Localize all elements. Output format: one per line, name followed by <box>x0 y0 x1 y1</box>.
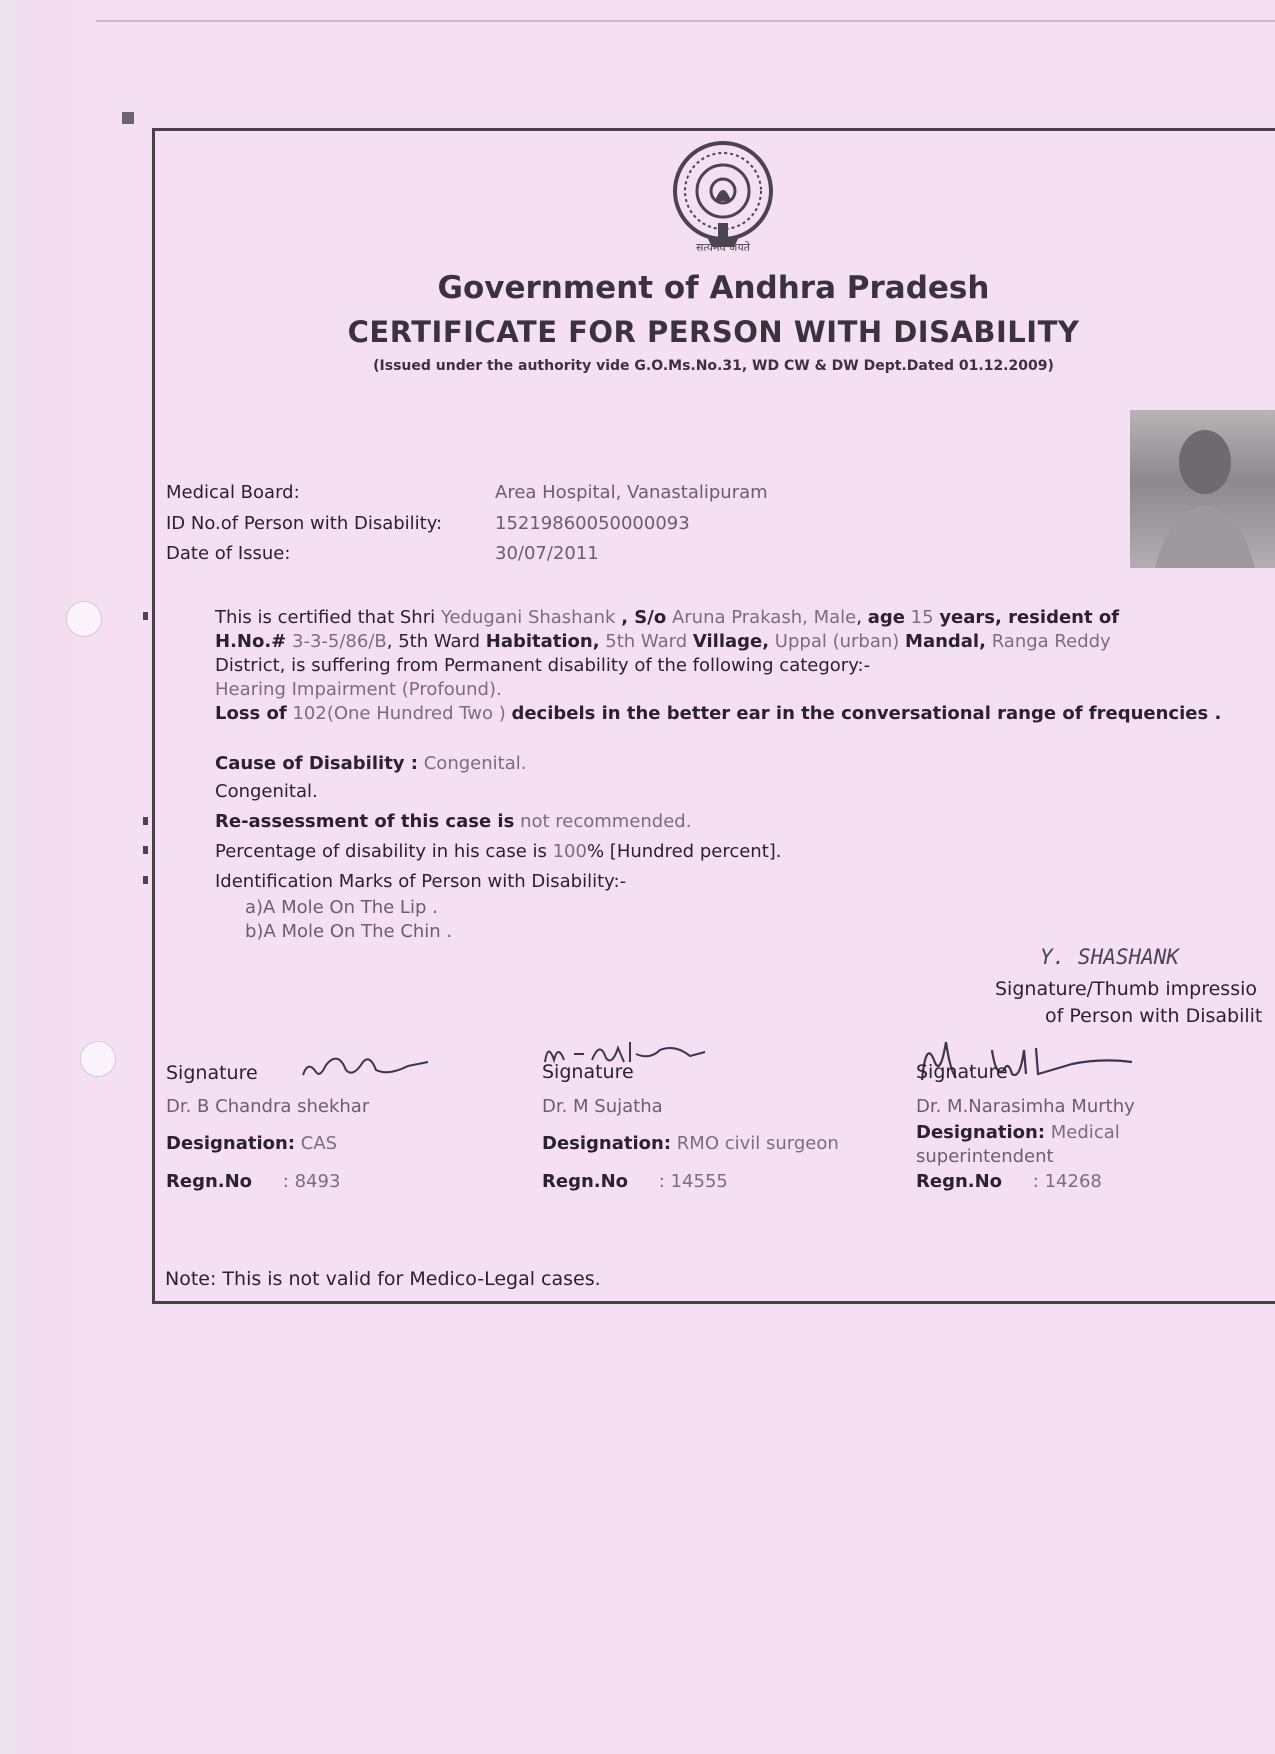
punch-hole <box>66 601 102 637</box>
date-of-issue-value: 30/07/2011 <box>495 543 599 564</box>
signature-scrawl <box>298 1040 438 1089</box>
house-number: 3-3-5/86/B <box>292 631 387 652</box>
designation-line: Designation: Medical <box>916 1122 1120 1143</box>
punch-hole <box>80 1041 116 1077</box>
regn-line: Regn.No : 14555 <box>542 1171 728 1192</box>
disability-id-value: 15219860050000093 <box>495 513 690 534</box>
date-of-issue-label: Date of Issue: <box>166 543 291 564</box>
emblem-motto: सत्यमेव जयते <box>695 241 750 254</box>
identification-marks-label: Identification Marks of Person with Disability:- <box>215 871 627 892</box>
government-title: Government of Andhra Pradesh <box>437 270 990 306</box>
margin-tick <box>143 612 148 620</box>
person-photo <box>1130 410 1275 568</box>
mandal: Uppal (urban) <box>774 631 900 652</box>
signature-label: Signature <box>166 1062 258 1084</box>
regn-line: Regn.No : 8493 <box>166 1171 341 1192</box>
identification-mark-a: a)A Mole On The Lip . <box>245 897 438 918</box>
signatory-name: Dr. M.Narasimha Murthy <box>916 1096 1135 1117</box>
gender: Male <box>813 607 857 628</box>
medical-board-value: Area Hospital, Vanastalipuram <box>495 482 768 503</box>
thumb-impression-label: Signature/Thumb impressio <box>995 978 1257 1000</box>
paper-left-edge <box>0 0 95 1754</box>
district: Ranga Reddy <box>991 631 1111 652</box>
signature-label: Signature <box>916 1061 1008 1083</box>
person-name: Yedugani Shashank <box>440 607 616 628</box>
validity-note: Note: This is not valid for Medico-Legal cases. <box>165 1268 601 1290</box>
signatory-name: Dr. B Chandra shekhar <box>166 1096 370 1117</box>
parent-name: Aruna Prakash <box>671 607 803 628</box>
margin-tick <box>143 817 148 825</box>
thumb-impression-label-2: of Person with Disabilit <box>1045 1005 1263 1027</box>
hearing-loss-value: 102(One Hundred Two ) <box>292 703 506 724</box>
regn-line: Regn.No : 14268 <box>916 1171 1102 1192</box>
designation-line: Designation: CAS <box>166 1133 338 1154</box>
reassessment-value: not recommended. <box>520 811 692 832</box>
identification-mark-b: b)A Mole On The Chin . <box>245 921 453 942</box>
margin-tick <box>143 846 148 854</box>
certification-paragraph: This is certified that Shri Yedugani Shashank , S/o Aruna Prakash, Male, age 15 years, resident of H.No.# 3-3-5/86/B, 5th Ward Habitation, 5th Ward Village, Uppal (urban) Mandal, Ranga Reddy District, is suffering from Permanent disability of the following category:- Hearing Impairment (Profound). Loss of 102(One Hundred Two ) decibels in the better ear in the conversational range of frequencies . <box>215 607 1222 724</box>
percentage-value: 100 <box>552 841 587 862</box>
margin-tick <box>143 876 148 884</box>
cause-line: Cause of Disability : Congenital. <box>215 753 527 774</box>
signatory-name: Dr. M Sujatha <box>542 1096 663 1117</box>
issued-authority: (Issued under the authority vide G.O.Ms.No.31, WD CW & DW Dept.Dated 01.12.2009) <box>373 358 1054 374</box>
cause-repeat: Congenital. <box>215 781 318 802</box>
designation-line-2: superintendent <box>916 1146 1054 1167</box>
age: 15 <box>910 607 934 628</box>
disability-category: Hearing Impairment (Profound). <box>215 679 502 700</box>
cause-value: Congenital. <box>423 753 527 774</box>
signature-label: Signature <box>542 1061 634 1083</box>
person-handwritten-signature: Y. SHASHANK <box>1040 945 1180 969</box>
certificate-title: CERTIFICATE FOR PERSON WITH DISABILITY <box>347 315 1080 349</box>
reassessment-line: Re-assessment of this case is not recommended. <box>215 811 692 832</box>
designation-line: Designation: RMO civil surgeon <box>542 1133 839 1154</box>
disability-id-label: ID No.of Person with Disability: <box>166 513 443 534</box>
medical-board-label: Medical Board: <box>166 482 300 503</box>
fold-line <box>96 20 1275 22</box>
margin-mark <box>122 112 134 124</box>
percentage-line: Percentage of disability in his case is 100% [Hundred percent]. <box>215 841 782 862</box>
